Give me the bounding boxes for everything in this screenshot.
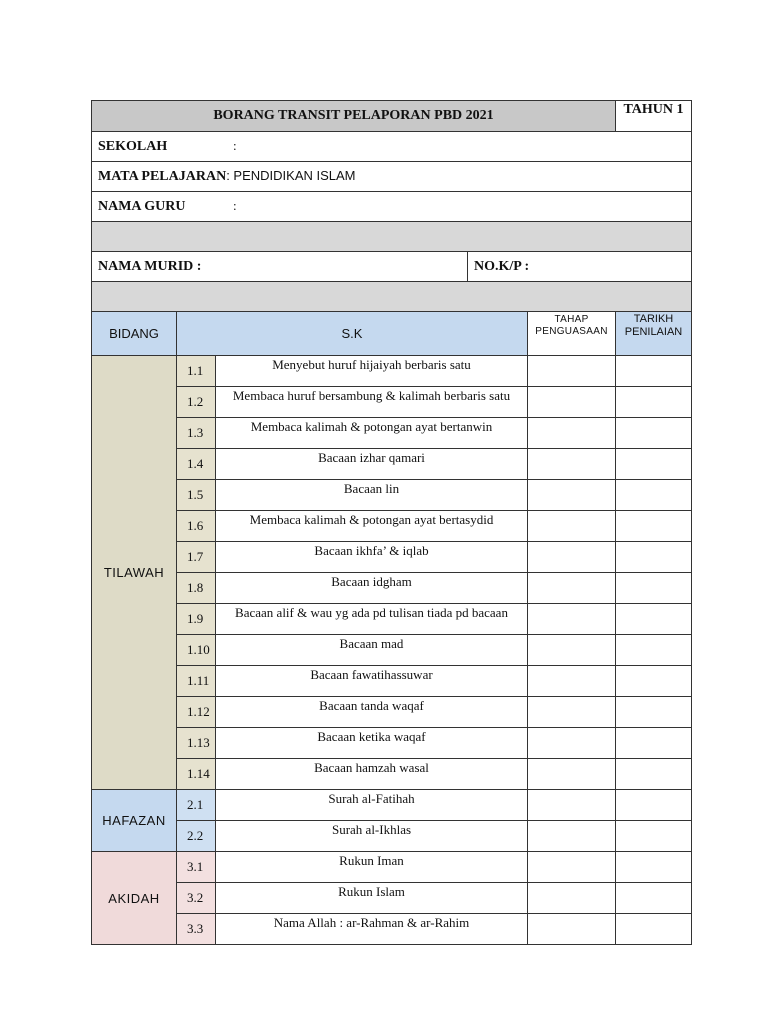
table-row xyxy=(92,759,692,790)
tarikh-penilaian-cell[interactable] xyxy=(616,759,692,790)
tarikh-penilaian-cell[interactable] xyxy=(616,573,692,604)
sk-description: Bacaan lin xyxy=(216,480,528,511)
sk-description: Bacaan hamzah wasal xyxy=(216,759,528,790)
table-row xyxy=(92,480,692,511)
tahap-penguasaan-cell[interactable] xyxy=(528,883,616,914)
tahap-penguasaan-cell[interactable] xyxy=(528,821,616,852)
tarikh-penilaian-cell[interactable] xyxy=(616,852,692,883)
tarikh-penilaian-cell[interactable] xyxy=(616,728,692,759)
sk-number: 3.2 xyxy=(177,883,216,914)
sk-number: 1.4 xyxy=(177,449,216,480)
table-row xyxy=(92,542,692,573)
bidang-hafazan: HAFAZAN xyxy=(92,790,177,852)
sk-number: 1.8 xyxy=(177,573,216,604)
tarikh-penilaian-cell[interactable] xyxy=(616,883,692,914)
tahap-penguasaan-cell[interactable] xyxy=(528,480,616,511)
form-header-table xyxy=(91,100,692,132)
tarikh-penilaian-cell[interactable] xyxy=(616,914,692,945)
sk-description: Rukun Iman xyxy=(216,852,528,883)
sk-number: 3.1 xyxy=(177,852,216,883)
school-label: SEKOLAH xyxy=(98,139,168,154)
school-value: : xyxy=(233,138,237,153)
sk-number: 1.7 xyxy=(177,542,216,573)
student-name-field[interactable] xyxy=(92,252,468,282)
table-row xyxy=(92,511,692,542)
table-row xyxy=(92,883,692,914)
header-sk: S.K xyxy=(177,312,528,356)
gray-separator-2 xyxy=(92,282,692,312)
subject-field[interactable] xyxy=(92,162,692,192)
sk-description: Menyebut huruf hijaiyah berbaris satu xyxy=(216,356,528,387)
tahap-penguasaan-cell[interactable] xyxy=(528,635,616,666)
sk-number: 3.3 xyxy=(177,914,216,945)
tarikh-penilaian-cell[interactable] xyxy=(616,387,692,418)
sk-description: Bacaan tanda waqaf xyxy=(216,697,528,728)
tarikh-penilaian-cell[interactable] xyxy=(616,480,692,511)
sk-description: Bacaan ketika waqaf xyxy=(216,728,528,759)
gray-separator-1 xyxy=(92,222,692,252)
header-tarikh-line2: PENILAIAN xyxy=(624,326,683,338)
tarikh-penilaian-cell[interactable] xyxy=(616,604,692,635)
table-row xyxy=(92,418,692,449)
sk-number: 1.9 xyxy=(177,604,216,635)
teacher-label: NAMA GURU xyxy=(98,199,186,214)
tahap-penguasaan-cell[interactable] xyxy=(528,418,616,449)
sk-description: Bacaan izhar qamari xyxy=(216,449,528,480)
tahap-penguasaan-cell[interactable] xyxy=(528,697,616,728)
sk-number: 1.11 xyxy=(177,666,216,697)
teacher-field[interactable] xyxy=(92,192,692,222)
pbd-transit-form xyxy=(91,100,691,945)
tarikh-penilaian-cell[interactable] xyxy=(616,542,692,573)
sk-number: 1.2 xyxy=(177,387,216,418)
tahap-penguasaan-cell[interactable] xyxy=(528,790,616,821)
table-row xyxy=(92,356,692,387)
table-row xyxy=(92,573,692,604)
tahap-penguasaan-cell[interactable] xyxy=(528,728,616,759)
tahap-penguasaan-cell[interactable] xyxy=(528,356,616,387)
tarikh-penilaian-cell[interactable] xyxy=(616,635,692,666)
header-tahap xyxy=(528,312,616,356)
sk-number: 2.2 xyxy=(177,821,216,852)
tarikh-penilaian-cell[interactable] xyxy=(616,356,692,387)
sk-description: Bacaan idgham xyxy=(216,573,528,604)
sk-description: Nama Allah : ar-Rahman & ar-Rahim xyxy=(216,914,528,945)
tarikh-penilaian-cell[interactable] xyxy=(616,449,692,480)
tahap-penguasaan-cell[interactable] xyxy=(528,449,616,480)
tahap-penguasaan-cell[interactable] xyxy=(528,573,616,604)
table-row xyxy=(92,604,692,635)
subject-label: MATA PELAJARAN xyxy=(98,169,227,184)
sk-number: 1.12 xyxy=(177,697,216,728)
tarikh-penilaian-cell[interactable] xyxy=(616,511,692,542)
form-year: TAHUN 1 xyxy=(616,101,692,132)
sk-description: Membaca huruf bersambung & kalimah berbaris satu xyxy=(216,387,528,418)
table-row xyxy=(92,635,692,666)
subject-value: : PENDIDIKAN ISLAM xyxy=(226,168,356,183)
form-title: BORANG TRANSIT PELAPORAN PBD 2021 xyxy=(92,101,616,132)
sk-number: 1.6 xyxy=(177,511,216,542)
sk-number: 1.3 xyxy=(177,418,216,449)
tarikh-penilaian-cell[interactable] xyxy=(616,790,692,821)
header-tarikh-line1: TARIKH xyxy=(633,313,674,325)
tarikh-penilaian-cell[interactable] xyxy=(616,666,692,697)
ic-number-field[interactable] xyxy=(468,252,692,282)
sk-assessment-table xyxy=(91,311,692,945)
tahap-penguasaan-cell[interactable] xyxy=(528,852,616,883)
sk-number: 2.1 xyxy=(177,790,216,821)
sk-number: 1.5 xyxy=(177,480,216,511)
header-tahap-line1: TAHAP xyxy=(554,314,589,325)
bidang-tilawah: TILAWAH xyxy=(92,356,177,790)
tahap-penguasaan-cell[interactable] xyxy=(528,387,616,418)
bidang-akidah: AKIDAH xyxy=(92,852,177,945)
tahap-penguasaan-cell[interactable] xyxy=(528,511,616,542)
sk-description: Bacaan ikhfa’ & iqlab xyxy=(216,542,528,573)
sk-description: Bacaan mad xyxy=(216,635,528,666)
header-tarikh xyxy=(616,312,692,356)
sk-description: Surah al-Fatihah xyxy=(216,790,528,821)
sk-number: 1.10 xyxy=(177,635,216,666)
table-row xyxy=(92,728,692,759)
table-row xyxy=(92,449,692,480)
sk-number: 1.14 xyxy=(177,759,216,790)
table-row xyxy=(92,821,692,852)
tarikh-penilaian-cell[interactable] xyxy=(616,697,692,728)
header-tahap-line2: PENGUASAAN xyxy=(535,326,608,337)
sk-description: Membaca kalimah & potongan ayat bertanwin xyxy=(216,418,528,449)
table-row xyxy=(92,666,692,697)
tahap-penguasaan-cell[interactable] xyxy=(528,604,616,635)
sk-number: 1.13 xyxy=(177,728,216,759)
sk-number: 1.1 xyxy=(177,356,216,387)
sk-description: Bacaan fawatihassuwar xyxy=(216,666,528,697)
school-field[interactable] xyxy=(92,132,692,162)
header-bidang: BIDANG xyxy=(92,312,177,356)
sk-description: Rukun Islam xyxy=(216,883,528,914)
tahap-penguasaan-cell[interactable] xyxy=(528,542,616,573)
table-row xyxy=(92,387,692,418)
tahap-penguasaan-cell[interactable] xyxy=(528,759,616,790)
tarikh-penilaian-cell[interactable] xyxy=(616,821,692,852)
tahap-penguasaan-cell[interactable] xyxy=(528,914,616,945)
sk-description: Membaca kalimah & potongan ayat bertasydid xyxy=(216,511,528,542)
table-row xyxy=(92,697,692,728)
table-row xyxy=(92,914,692,945)
table-row xyxy=(92,852,692,883)
sk-description: Bacaan alif & wau yg ada pd tulisan tiada pd bacaan xyxy=(216,604,528,635)
teacher-value: : xyxy=(233,198,237,213)
ic-number-label: NO.K/P : xyxy=(474,258,530,274)
student-name-label: NAMA MURID : xyxy=(98,258,202,274)
tarikh-penilaian-cell[interactable] xyxy=(616,418,692,449)
table-header-row xyxy=(92,312,692,356)
tahap-penguasaan-cell[interactable] xyxy=(528,666,616,697)
table-row xyxy=(92,790,692,821)
form-info-table xyxy=(91,131,692,312)
sk-description: Surah al-Ikhlas xyxy=(216,821,528,852)
